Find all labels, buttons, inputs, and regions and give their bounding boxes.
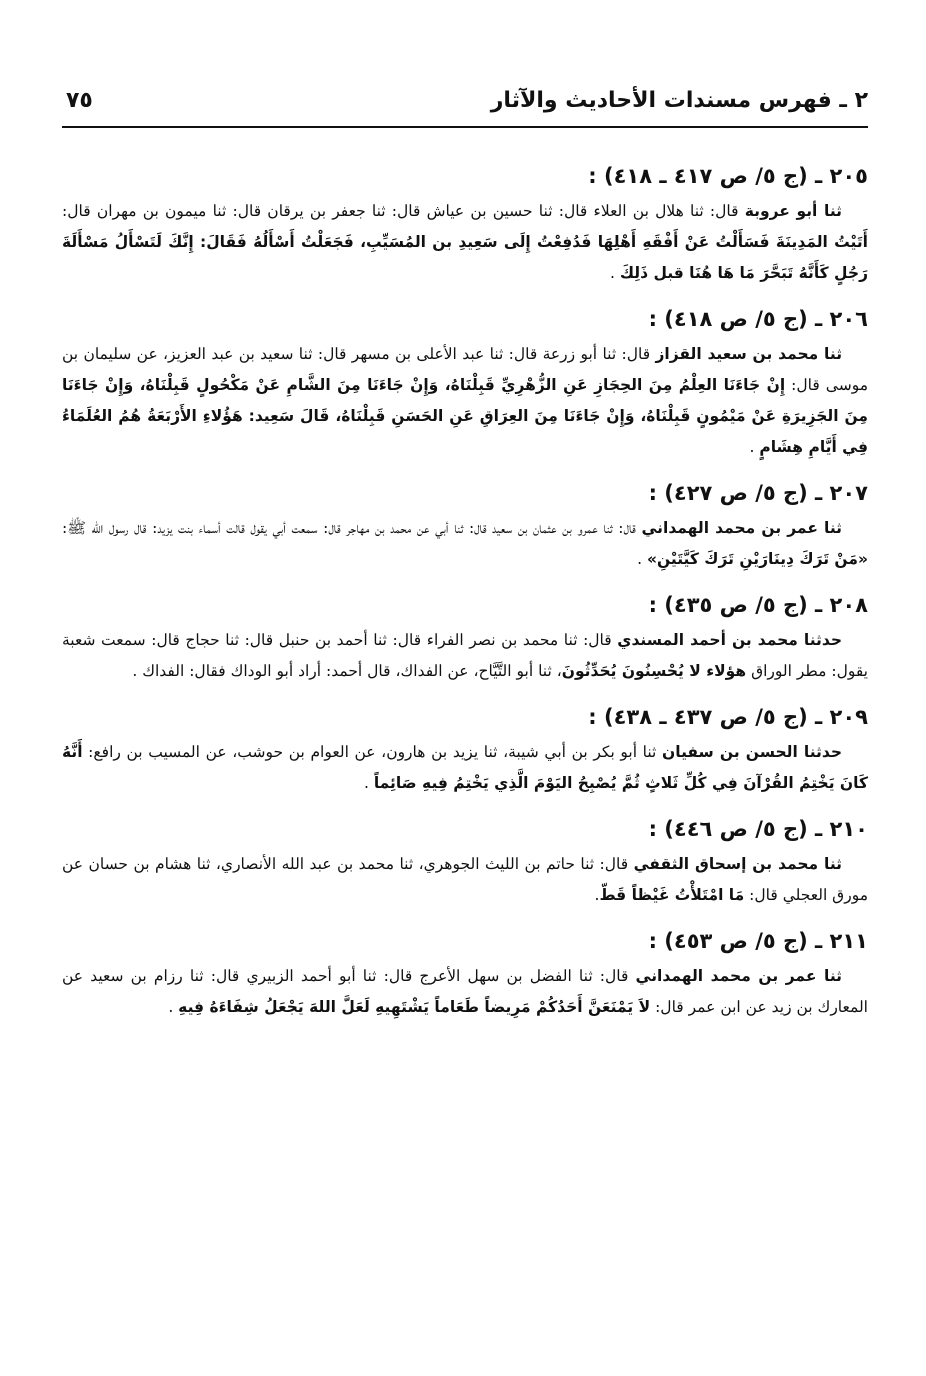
entry-tail: .: [749, 438, 760, 456]
narrator-name: ثنا عمر بن محمد الهمداني: [641, 519, 842, 537]
isnad-chain: قال: ثنا هلال بن العلاء قال: ثنا حسين بن عياش قال: ثنا جعفر بن يرقان قال: ثنا ميمون بن مهران قال:: [62, 202, 745, 220]
entries-list: [62, 156, 868, 1033]
entry-text: [62, 849, 868, 911]
section-title: ٢ ـ فهرس مسندات الأحاديث والآثار: [490, 88, 868, 113]
entry-tail: .: [363, 774, 374, 792]
narrator-name: ثنا أبو عروبة: [744, 202, 843, 220]
entry-heading: ٢٠٥ ـ (ج ٥/ ص ٤١٧ ـ ٤١٨) :: [588, 164, 868, 188]
entry-206: [62, 299, 868, 463]
entry-heading: ٢١١ ـ (ج ٥/ ص ٤٥٣) :: [648, 929, 868, 953]
entry-text: [62, 196, 868, 289]
entry-tail: .: [168, 998, 179, 1016]
isnad-chain: قال: ثنا عمرو بن عثمان بن سعيد قال: ثنا أبي عن محمد بن مهاجر قال: سمعت أبي يقول قالت أسماء بنت يزيد: قال رسول الله ﷺ:: [62, 519, 642, 537]
entry-heading: ٢٠٦ ـ (ج ٥/ ص ٤١٨) :: [648, 307, 868, 331]
isnad-chain: ثنا أبو بكر بن أبي شيبة، ثنا يزيد بن هارون، عن العوام بن حوشب، عن المسيب بن رافع:: [82, 743, 663, 761]
entry-205: [62, 156, 868, 289]
entry-heading: ٢٠٩ ـ (ج ٥/ ص ٤٣٧ ـ ٤٣٨) :: [588, 705, 868, 729]
entry-heading: ٢٠٨ ـ (ج ٥/ ص ٤٣٥) :: [648, 593, 868, 617]
entry-208: [62, 585, 868, 687]
entry-tail: ، ثنا أبو التَّيَّاح، عن الفداك، قال أحمد: أراد أبو الوداك فقال: الفداك .: [132, 662, 562, 680]
entry-tail: .: [594, 886, 600, 904]
isnad-chain: قال: ثنا الفضل بن سهل الأعرج قال: ثنا أبو أحمد الزبيري قال: ثنا رزام بن سعيد عن المعارك بن زيد عن ابن عمر قال:: [62, 967, 868, 1016]
matn-text: إِنْ جَاءَنَا العِلْمُ مِنَ الحِجَازِ عَنِ الزُّهْرِيِّ قَبِلْنَاهُ، وَإِنْ جَاءَنَا مِنَ الشَّامِ عَنْ مَكْحُولٍ قَبِلْنَاهُ، وَإِنْ جَاءَنَا مِنَ الجَزِيرَةِ عَنْ مَيْمُونٍ قَبِلْنَاهُ، وَإِنْ جَاءَنَا مِنَ العِرَاقِ عَنِ الحَسَنِ قَبِلْنَاهُ، قَالَ سَعِيد: هَؤُلاءِ الأَرْبَعَةُ هُمُ العُلَمَاءُ فِي أَيَّامِ هِشَامٍ: [62, 376, 868, 456]
entry-heading: ٢٠٧ ـ (ج ٥/ ص ٤٢٧) :: [648, 481, 868, 505]
entry-text: [62, 513, 868, 575]
narrator-name: ثنا محمد بن إسحاق الثقفي: [633, 855, 842, 873]
entry-tail: .: [637, 550, 647, 568]
entry-heading: ٢١٠ ـ (ج ٥/ ص ٤٤٦) :: [648, 817, 868, 841]
entry-209: [62, 697, 868, 799]
matn-text: مَا امْتَلأْتُ غَيْظاً قَطّ: [599, 886, 745, 904]
entry-207: [62, 473, 868, 575]
page-number: ٧٥: [66, 88, 93, 113]
narrator-name: ثنا محمد بن سعيد القزاز: [655, 345, 843, 363]
matn-text: أَنَّهُ كَانَ يَخْتِمُ القُرْآنَ فِي كُلِّ ثَلاثٍ ثُمَّ يُصْبِحُ اليَوْمَ الَّذِي يَخْتِمُ فِيهِ صَائِماً: [62, 743, 868, 792]
entry-211: [62, 921, 868, 1023]
entry-text: [62, 625, 868, 687]
entry-tail: .: [610, 264, 620, 282]
isnad-chain: قال: ثنا أبو زرعة قال: ثنا عبد الأعلى بن مسهر قال: ثنا سعيد بن عبد العزيز، عن سليمان بن موسى قال:: [62, 345, 869, 394]
isnad-chain: قال: ثنا حاتم بن الليث الجوهري، ثنا محمد بن عبد الله الأنصاري، ثنا هشام بن حسان عن مورق العجلي قال:: [62, 855, 868, 904]
narrator-name: حدثنا الحسن بن سفيان: [662, 743, 842, 761]
matn-text: أَتَيْتُ المَدِينَةَ فَسَأَلْتُ عَنْ أَفْقَهِ أَهْلِهَا فَدُفِعْتُ إِلَى سَعِيدِ بن المُسَيِّبِ، فَجَعَلْتُ أَسْأَلُهُ فَقَالَ: إِنَّكَ لَتَسْأَلُ مَسْأَلَةَ رَجُلٍ كَأَنَّهُ تَبَحَّرَ مَا هَا هُنَا قبل ذَلِكَ: [62, 233, 868, 282]
entry-text: [62, 737, 868, 799]
narrator-name: ثنا عمر بن محمد الهمداني: [635, 967, 842, 985]
matn-text: هؤلاء لا يُحْسِنُونَ يُحَدِّثُونَ: [561, 662, 747, 680]
entry-210: [62, 809, 868, 911]
entry-text: [62, 961, 868, 1023]
entry-text: [62, 339, 868, 463]
matn-text: لاَ يَمْنَعَنَّ أَحَدُكُمْ مَرِيضاً طَعَاماً يَشْتَهِيهِ لَعَلَّ اللهَ يَجْعَلُ شِفَاءَهُ فِيهِ: [178, 998, 651, 1016]
isnad-chain: قال: ثنا محمد بن نصر الفراء قال: ثنا أحمد بن حنبل قال: ثنا حجاج قال: سمعت شعبة يقول: مطر الوراق: [62, 631, 868, 680]
page-header: [62, 82, 868, 128]
matn-text: «مَنْ تَرَكَ دِينَارَيْنِ تَرَكَ كَيَّتَيْنِ»: [646, 550, 868, 568]
narrator-name: حدثنا محمد بن أحمد المسندي: [617, 631, 842, 649]
